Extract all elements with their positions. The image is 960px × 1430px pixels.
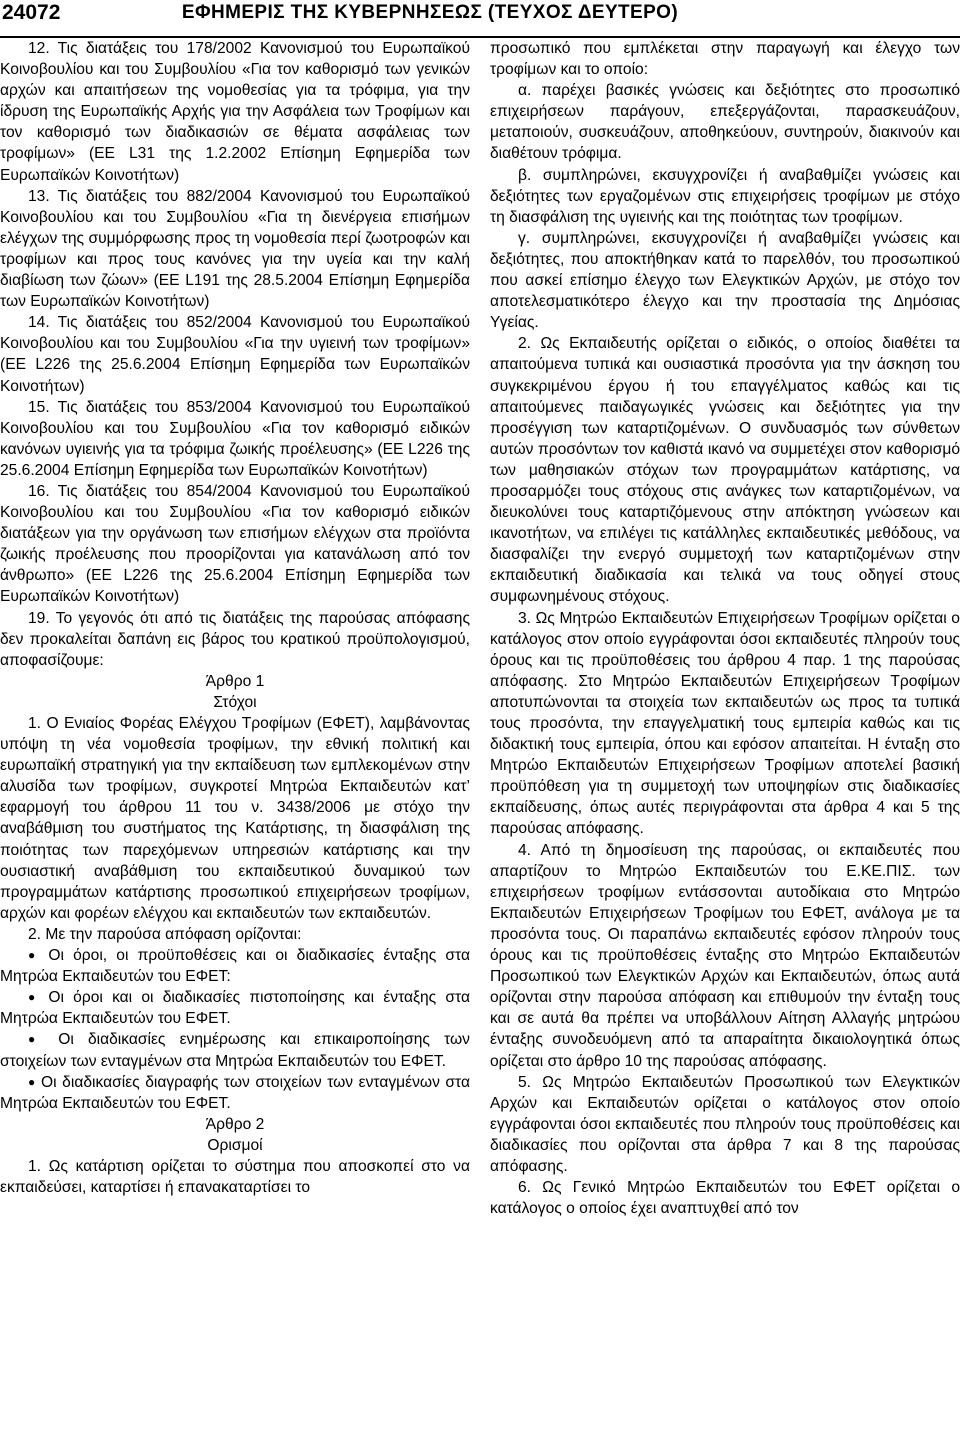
recital-14: 14. Τις διατάξεις του 852/2004 Κανονισμού του Ευρωπαϊκού Κοινοβουλίου και του Συμβουλίου «Για την υγιεινή των τροφίμων» (ΕΕ L226 της 25.6.2004 Επίσημη Εφημερίδα των Ευρωπαϊκών Κοινοτήτων): [0, 314, 470, 395]
bullet-item: ● Οι διαδικασίες ενημέρωσης και επικαιροποίησης των στοιχείων των ενταγμένων στα Μητρώα Εκπαιδευτών του ΕΦΕΤ.: [0, 1029, 470, 1071]
article-2-subtitle: Ορισμοί: [207, 1136, 263, 1154]
right-column: [490, 38, 960, 1219]
recital-16: 16. Τις διατάξεις του 854/2004 Κανονισμού του Ευρωπαϊκού Κοινοβουλίου και του Συμβουλίου «Για τον καθορισμό ειδικών διατάξεων για την οργάνωση των επισήμων ελέγχων στα προϊόντα ζωικής προέλευσης που προορίζονται για κατανάλωση από τον άνθρωπο» (ΕΕ L226 της 25.6.2004 Επίσημη Εφημερίδα των Ευρωπαϊκών Κοινοτήτων): [0, 482, 470, 606]
article-2-title: Άρθρο 2: [205, 1115, 265, 1133]
article-1-paragraph-1: 1. Ο Ενιαίος Φορέας Ελέγχου Τροφίμων (ΕΦΕΤ), λαμβάνοντας υπόψη τη νέα νομοθεσία τροφίμων, την εθνική πολιτική και ευρωπαϊκή στρατηγική για την εκπαίδευση των εμπλεκομένων στην αλυσίδα των τροφίμων, συγκροτεί Μητρώα Εκπαιδευτών κατ’ εφαρμογή του άρθρου 11 του ν. 3438/2006 με στόχο την αναβάθμιση του συστήματος της Κατάρτισης, τη διασφάλιση της ποιότητας των παρεχόμενων υπηρεσιών κατάρτισης και την ουσιαστική αναβάθμιση του εκπαιδευτικού δυναμικού των προγραμμάτων κατάρτισης προσωπικού επιχειρήσεων τροφίμων, αρχών και φορέων ελέγχου και εκπαιδευτών των εκπαιδευτών.: [0, 715, 470, 922]
continuation-paragraph: προσωπικό που εμπλέκεται στην παραγωγή και έλεγχο των τροφίμων και το οποίο:: [490, 40, 960, 79]
article-2-paragraph-3: 3. Ως Μητρώο Εκπαιδευτών Επιχειρήσεων Τροφίμων ορίζεται ο κατάλογος στον οποίο εγγράφονται όσοι εκπαιδευτές πληρούν τους όρους και τις προϋποθέσεις του άρθρου 4 παρ. 1 της παρούσας απόφασης. Στο Μητρώο Εκπαιδευτών Επιχειρήσεων Τροφίμων αποτυπώνονται τα στοιχεία των εκπαιδευτών ως προς τα τυπικά τους προσόντα, την επαγγελματική τους εμπειρία καθώς και τις διδακτική τους εμπειρία, όπου και εφόσον απαιτείται. Η ένταξη στο Μητρώο Εκπαιδευτών Επιχειρήσεων Τροφίμων αποτελεί βασική προϋπόθεση για τη συμμετοχή των υποψηφίων στις διαδικασίες εκπαίδευσης, όπως αυτές περιγράφονται στα άρθρα 4 και 5 της παρούσας απόφασης.: [490, 609, 960, 838]
article-1-title: Άρθρο 1: [205, 672, 265, 690]
bullet-item: ● Οι διαδικασίες διαγραφής των στοιχείων των ενταγμένων στα Μητρώα Εκπαιδευτών του ΕΦΕΤ.: [0, 1072, 470, 1114]
page-number: 24072: [2, 1, 61, 24]
article-2-paragraph-1: 1. Ως κατάρτιση ορίζεται το σύστημα που αποσκοπεί στο να εκπαιδεύσει, καταρτίσει ή επανακαταρτίσει το: [0, 1157, 470, 1197]
recital-19: 19. Το γεγονός ότι από τις διατάξεις της παρούσας απόφασης δεν προκαλείται δαπάνη εις βάρος του κρατικού προϋπολογισμού, αποφασίζουμε:: [0, 609, 470, 669]
bullet-item: ● Οι όροι και οι διαδικασίες πιστοποίησης και ένταξης στα Μητρώα Εκπαιδευτών του ΕΦΕΤ.: [0, 987, 470, 1029]
article-1-subtitle: Στόχοι: [213, 693, 257, 711]
recital-12: 12. Τις διατάξεις του 178/2002 Κανονισμού του Ευρωπαϊκού Κοινοβουλίου και του Συμβουλίου «Για τον καθορισμό των γενικών αρχών και απαιτήσεων της νομοθεσίας για τα τρόφιμα, για την ίδρυση της Ευρωπαϊκής Αρχής για την Ασφάλεια των Τροφίμων και τον καθορισμό των διαδικασιών σε θέματα ασφάλειας των τροφίμων» (ΕΕ L31 της 1.2.2002 Επίσημη Εφημερίδα των Ευρωπαϊκών Κοινοτήτων): [0, 40, 470, 184]
article-2-paragraph-6: 6. Ως Γενικό Μητρώο Εκπαιδευτών του ΕΦΕΤ ορίζεται ο κατάλογος ο οποίος έχει αναπτυχθεί από τον: [490, 1179, 960, 1218]
clause-beta: β. συμπληρώνει, εκσυγχρονίζει ή αναβαθμίζει γνώσεις και δεξιότητες των εργαζομένων στις επιχειρήσεις τροφίμων με στόχο τη διασφάλιση της υγιεινής και της ποιότητας των τροφίμων.: [490, 166, 960, 226]
page-header: [0, 0, 960, 36]
article-2-paragraph-4: 4. Από τη δημοσίευση της παρούσας, οι εκπαιδευτές που απαρτίζουν το Μητρώο Εκπαιδευτών του Ε.ΚΕ.ΠΙΣ. των επιχειρήσεων τροφίμων εντάσσονται αυτοδίκαια στο Μητρώο Εκπαιδευτών Επιχειρήσεων Τροφίμων του ΕΦΕΤ, ανάλογα με τα προσόντα τους. Οι παραπάνω εκπαιδευτές εφόσον πληρούν τους όρους και τις προϋποθέσεις ένταξης στο Μητρώο Εκπαιδευτών Προσωπικού των Ελεγκτικών Αρχών και Εκπαιδευτών, όπως αυτά ορίζονται στην παρούσα απόφαση και επιθυμούν την ένταξη τους και σε αυτά θα πρέπει να υποβάλλουν Αίτηση Αλλαγής μητρώου ένταξης συνοδευόμενη από τα απαραίτητα δικαιολογητικά όπως ορίζεται στο άρθρο 10 της παρούσας απόφασης.: [490, 841, 960, 1070]
left-column: [0, 38, 470, 1198]
recital-13: 13. Τις διατάξεις του 882/2004 Κανονισμού του Ευρωπαϊκού Κοινοβουλίου και του Συμβουλίου «Για τη διενέργεια επισήμων ελέγχων της συμμόρφωσης προς τη νομοθεσία περί ζωοτροφών και τροφίμων και προς τους κανόνες για την υγεία και την καλή διαβίωση των ζώων» (ΕΕ L191 της 28.5.2004 Επίσημη Εφημερίδα των Ευρωπαϊκών Κοινοτήτων): [0, 187, 470, 311]
clause-alpha: α. παρέχει βασικές γνώσεις και δεξιότητες στο προσωπικό επιχειρήσεων παράγουν, επεξεργάζονται, παρασκευάζουν, μεταποιούν, συσκευάζουν, αποθηκεύουν, συντηρούν, διακινούν και διαθέτουν τρόφιμα.: [490, 82, 960, 163]
article-2-paragraph-2: 2. Ως Εκπαιδευτής ορίζεται ο ειδικός, ο οποίος διαθέτει τα απαιτούμενα τυπικά και ουσιαστικά προσόντα για την άσκηση του συγκεκριμένου έργου ή του επαγγέλματος καθώς και τις απαιτούμενες παιδαγωγικές γνώσεις και δεξιότητες για την προσέγγιση των καταρτιζομένων. Ο συνδυασμός των σύνθετων αυτών προσόντων τον καθιστά ικανό να συμμετέχει στον καθορισμό των μαθησιακών στόχων των προγραμμάτων κατάρτισης, να προσαρμόζει τους στόχους στις ανάγκες των καταρτιζομένων, να διευκολύνει τους καταρτιζόμενους στην απόκτηση γνώσεων και ικανοτήτων, να επιλέγει τις κατάλληλες εκπαιδευτικές μεθόδους, να διασφαλίζει την ενεργό συμμετοχή των καταρτιζομένων στην εκπαιδευτική διαδικασία και τελικά να τους οδηγεί στους συμφωνημένους στόχους.: [490, 335, 960, 606]
article-1-paragraph-2: 2. Με την παρούσα απόφαση ορίζονται:: [28, 925, 302, 943]
bullet-item: ● Οι όροι, οι προϋποθέσεις και οι διαδικασίες ένταξης στα Μητρώα Εκπαιδευτών του ΕΦΕΤ:: [0, 945, 470, 987]
clause-gamma: γ. συμπληρώνει, εκσυγχρονίζει ή αναβαθμίζει γνώσεις και δεξιότητες, που αποκτήθηκαν κατά το παρελθόν, του προσωπικού που ασκεί επίσημο έλεγχο των Ελεγκτικών Αρχών, με στόχο τον αποτελεσματικότερο έλεγχο και την προστασία της Δημόσιας Υγείας.: [490, 229, 960, 332]
recital-15: 15. Τις διατάξεις του 853/2004 Κανονισμού του Ευρωπαϊκού Κοινοβουλίου και του Συμβουλίου «Για τον καθορισμό ειδικών κανόνων υγιεινής για τα τρόφιμα ζωικής προέλευσης» (ΕΕ L226 της 25.6.2004 Επίσημη Εφημερίδα των Ευρωπαϊκών Κοινοτήτων): [0, 398, 470, 479]
gazette-title: ΕΦΗΜΕΡΙΣ ΤΗΣ ΚΥΒΕΡΝΗΣΕΩΣ (ΤΕΥΧΟΣ ΔΕΥΤΕΡΟ): [181, 2, 679, 23]
article-2-paragraph-5: 5. Ως Μητρώο Εκπαιδευτών Προσωπικού των Ελεγκτικών Αρχών και Εκπαιδευτών ορίζεται ο κατάλογος στον οποίο εγγράφονται όσοι εκπαιδευτές που πληρούν τους προϋποθέσεις και διαδικασίες που ορίζονται στα άρθρα 7 και 8 της παρούσας απόφασης.: [490, 1073, 960, 1175]
